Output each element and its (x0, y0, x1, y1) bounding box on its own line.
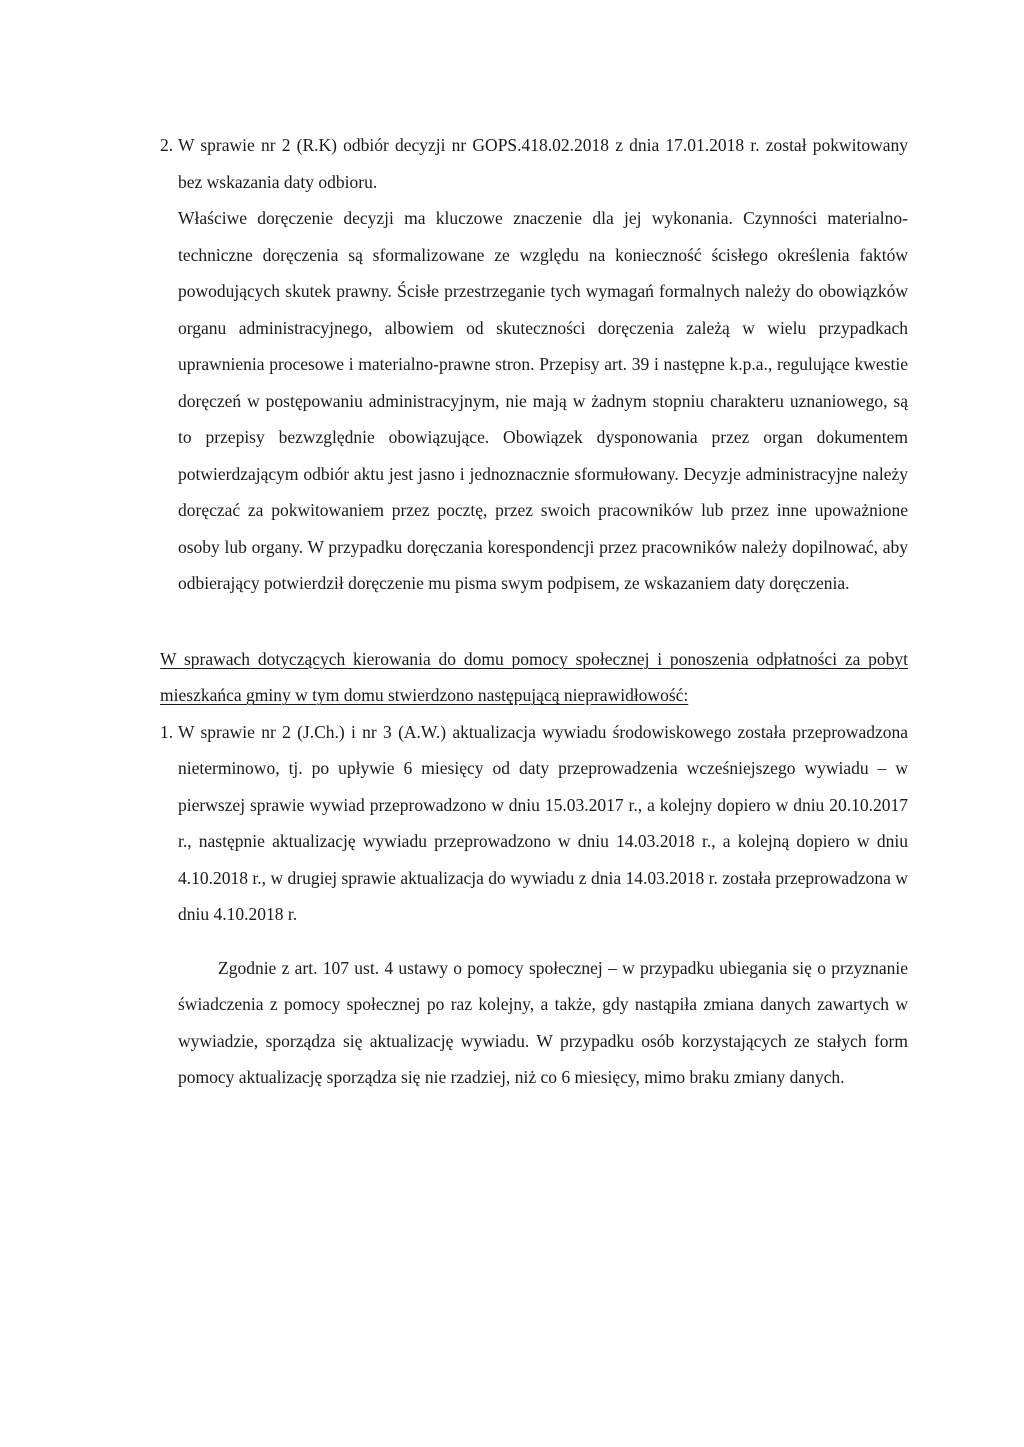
list-item-2 (160, 127, 908, 200)
list-item-text: W sprawie nr 2 (R.K) odbiór decyzji nr GOPS.418.02.2018 z dnia 17.01.2018 r. został pokwitowany bez wskazania daty odbioru. (178, 135, 908, 192)
list-item-number: 2. (160, 135, 174, 155)
section-heading: W sprawach dotyczących kierowania do domu pomocy społecznej i ponoszenia odpłatności za pobyt mieszkańca gminy w tym domu stwierdzono następującą nieprawidłowość: (160, 648, 908, 705)
document-content (160, 127, 908, 1096)
paragraph-legal-basis: Zgodnie z art. 107 ust. 4 ustawy o pomocy społecznej – w przypadku ubiegania się o przyznanie świadczenia z pomocy społecznej po raz kolejny, a także, gdy nastąpiła zmiana danych zawartych w wywiadzie, sporządza się aktualizację wywiadu. W przypadku osób korzystających ze stałych form pomocy aktualizację sporządza się nie rzadziej, niż co 6 miesięcy, mimo braku zmiany danych. (178, 957, 908, 1087)
list-item-text: W sprawie nr 2 (J.Ch.) i nr 3 (A.W.) aktualizacja wywiadu środowiskowego została przeprowadzona nieterminowo, tj. po upływie 6 miesięcy od daty przeprowadzenia wcześniejszego wywiadu – w pierwszej sprawie wywiad przeprowadzono w dniu 15.03.2017 r., a kolejny dopiero w dniu 20.10.2017 r., następnie aktualizację wywiadu przeprowadzono w dniu 14.03.2018 r., a kolejną dopiero w dniu 4.10.2018 r., w drugiej sprawie aktualizacja do wywiadu z dnia 14.03.2018 r. została przeprowadzona w dniu 4.10.2018 r. (178, 721, 908, 924)
list-item-1 (160, 714, 908, 933)
list-item-number: 1. (160, 721, 174, 742)
paragraph-delivery-requirements: Właściwe doręczenie decyzji ma kluczowe znaczenie dla jej wykonania. Czynności materialno-techniczne doręczenia są sformalizowane ze względu na konieczność ścisłego określenia faktów powodujących skutek prawny. Ścisłe przestrzeganie tych wymagań formalnych należy do obowiązków organu administracyjnego, albowiem od skuteczności doręczenia zależą w wielu przypadkach uprawnienia procesowe i materialno-prawne stron. Przepisy art. 39 i następne k.p.a., regulujące kwestie doręczeń w postępowaniu administracyjnym, nie mają w żadnym stopniu charakteru uznaniowego, są to przepisy bezwzględnie obowiązujące. Obowiązek dysponowania przez organ dokumentem potwierdzającym odbiór aktu jest jasno i jednoznacznie sformułowany. Decyzje administracyjne należy doręczać za pokwitowaniem przez pocztę, przez swoich pracowników lub przez inne upoważnione osoby lub organy. W przypadku doręczania korespondencji przez pracowników należy dopilnować, aby odbierający potwierdził doręczenie mu pisma swym podpisem, ze wskazaniem daty doręczenia. (178, 208, 908, 593)
